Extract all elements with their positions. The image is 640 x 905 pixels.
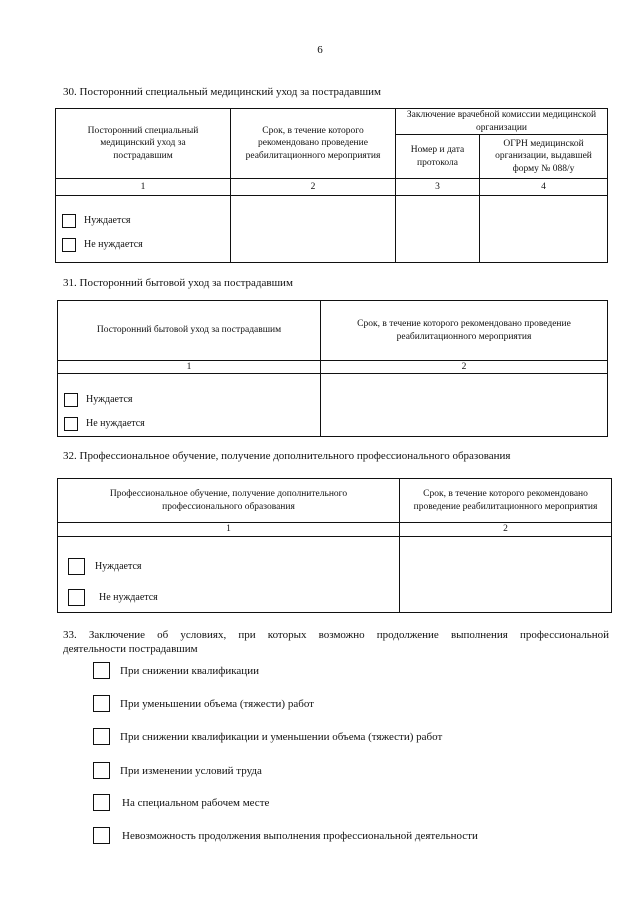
- option-label: На специальном рабочем месте: [122, 796, 270, 809]
- s33-option-reduced-workload[interactable]: [93, 695, 314, 712]
- s32-term-cell[interactable]: [400, 537, 612, 613]
- s31-col1-header: Посторонний бытовой уход за пострадавшим: [58, 301, 321, 361]
- s31-options-cell: [58, 374, 321, 437]
- s33-option-reduced-qualification[interactable]: [93, 662, 259, 679]
- s30-num-3: 3: [396, 179, 480, 196]
- option-label: При уменьшении объема (тяжести) работ: [120, 697, 314, 710]
- option-label: Нуждается: [86, 394, 133, 406]
- s30-term-cell[interactable]: [231, 196, 396, 263]
- section-31-table: [57, 300, 608, 437]
- s31-option-needs[interactable]: [64, 393, 320, 407]
- s32-num-1: 1: [58, 523, 400, 537]
- s31-option-not-needs[interactable]: [64, 417, 320, 431]
- section-33-title-line1: 33. Заключение об условиях, при которых возможно продолжение выполнения профессиональной: [63, 629, 609, 641]
- s30-num-1: 1: [56, 179, 231, 196]
- s33-option-changed-conditions[interactable]: [93, 762, 262, 779]
- checkbox[interactable]: [93, 762, 110, 779]
- s30-col1-header: Посторонний специальный медицинский уход за пострадавшим: [56, 109, 231, 179]
- option-label: Не нуждается: [99, 591, 158, 603]
- option-label: Нуждается: [84, 215, 131, 226]
- option-label: При снижении квалификации: [120, 664, 259, 677]
- s31-term-cell[interactable]: [321, 374, 608, 437]
- s30-col3-header: Номер и дата протокола: [396, 135, 480, 179]
- s30-option-needs[interactable]: [62, 214, 230, 228]
- option-label: При изменении условий труда: [120, 764, 262, 777]
- checkbox[interactable]: [93, 695, 110, 712]
- option-label: При снижении квалификации и уменьшении объема (тяжести) работ: [120, 730, 443, 743]
- option-label: Нуждается: [95, 560, 142, 572]
- s32-option-needs[interactable]: [68, 558, 399, 575]
- s32-col1-header: Профессиональное обучение, получение дополнительного профессионального образования: [58, 479, 400, 523]
- section-32-title: 32. Профессиональное обучение, получение дополнительного профессионального образования: [63, 450, 511, 462]
- s30-num-4: 4: [480, 179, 608, 196]
- checkbox[interactable]: [64, 393, 78, 407]
- s30-num-2: 2: [231, 179, 396, 196]
- checkbox[interactable]: [62, 214, 76, 228]
- s30-option-not-needs[interactable]: [62, 238, 230, 252]
- s32-col2-header: Срок, в течение которого рекомендовано проведение реабилитационного мероприятия: [400, 479, 612, 523]
- s30-options-cell: [56, 196, 231, 263]
- checkbox[interactable]: [93, 827, 110, 844]
- checkbox[interactable]: [93, 794, 110, 811]
- section-30-title: 30. Посторонний специальный медицинский уход за пострадавшим: [63, 86, 381, 98]
- checkbox[interactable]: [68, 589, 85, 606]
- s33-option-reduced-both[interactable]: [93, 728, 442, 745]
- option-label: Невозможность продолжения выполнения профессиональной деятельности: [122, 829, 478, 842]
- option-label: Не нуждается: [86, 418, 145, 430]
- page-number: 6: [317, 44, 323, 56]
- s31-num-2: 2: [321, 361, 608, 374]
- s33-option-impossible[interactable]: [93, 827, 478, 844]
- section-31-title: 31. Посторонний бытовой уход за пострадавшим: [63, 277, 293, 289]
- s30-col4-header: ОГРН медицинской организации, выдавшей форму № 088/у: [480, 135, 608, 179]
- checkbox[interactable]: [93, 728, 110, 745]
- s30-group-header: Заключение врачебной комиссии медицинской организации: [396, 109, 608, 135]
- checkbox[interactable]: [68, 558, 85, 575]
- checkbox[interactable]: [64, 417, 78, 431]
- s32-num-2: 2: [400, 523, 612, 537]
- checkbox[interactable]: [62, 238, 76, 252]
- section-30-table: [55, 108, 608, 263]
- s32-option-not-needs[interactable]: [68, 589, 399, 606]
- section-32-table: [57, 478, 612, 613]
- s32-options-cell: [58, 537, 400, 613]
- s31-num-1: 1: [58, 361, 321, 374]
- section-33-title-line2: деятельности пострадавшим: [63, 643, 198, 655]
- s30-ogrn-cell[interactable]: [480, 196, 608, 263]
- s31-col2-header: Срок, в течение которого рекомендовано проведение реабилитационного мероприятия: [321, 301, 608, 361]
- s30-col2-header: Срок, в течение которого рекомендовано проведение реабилитационного мероприятия: [231, 109, 396, 179]
- checkbox[interactable]: [93, 662, 110, 679]
- s30-protocol-cell[interactable]: [396, 196, 480, 263]
- s33-option-special-workplace[interactable]: [93, 794, 269, 811]
- option-label: Не нуждается: [84, 239, 143, 250]
